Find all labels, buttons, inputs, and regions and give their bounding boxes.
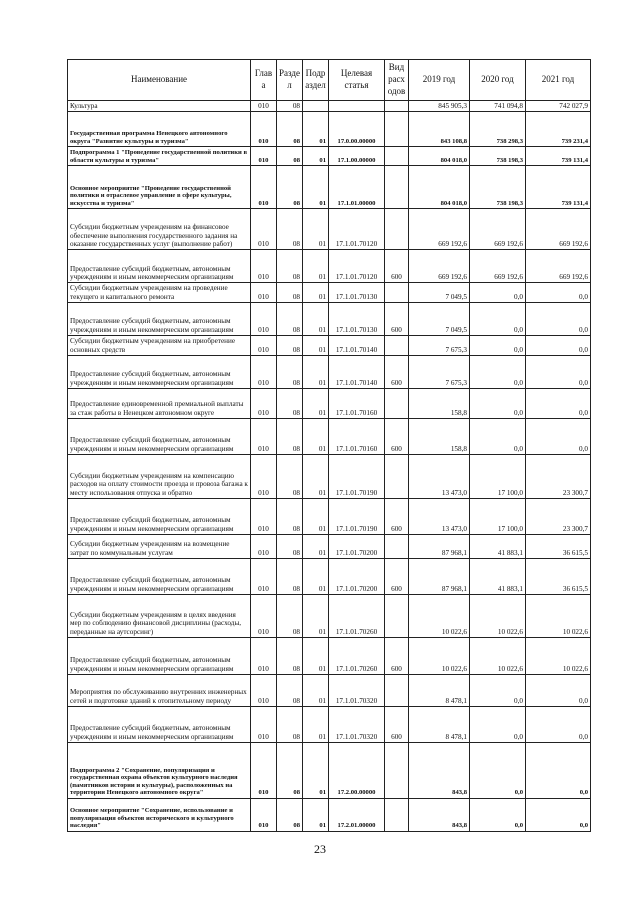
row-glava: 010 [251, 594, 277, 637]
row-glava: 010 [251, 112, 277, 147]
row-podrazdel: 01 [303, 166, 329, 209]
row-vid: 600 [385, 558, 409, 594]
row-razdel: 08 [277, 706, 303, 742]
row-glava: 010 [251, 534, 277, 558]
header-2020: 2020 год [470, 60, 526, 101]
row-2019: 669 192,6 [409, 250, 470, 283]
table-row [68, 534, 591, 558]
row-vid: 600 [385, 418, 409, 454]
row-2021: 0,0 [526, 283, 591, 303]
row-2020: 10 022,6 [470, 637, 526, 674]
row-name: Предоставление субсидий бюджетным, автономным учреждениям и иным некоммерческим организациям [68, 558, 251, 594]
header-razdel: Разде л [277, 60, 303, 101]
table-row [68, 112, 591, 147]
row-article: 17.1.01.70260 [329, 594, 385, 637]
page-number: 23 [314, 842, 326, 856]
row-glava: 010 [251, 147, 277, 166]
row-glava: 010 [251, 166, 277, 209]
row-2019: 8 478,1 [409, 674, 470, 706]
row-2020: 0,0 [470, 674, 526, 706]
row-glava: 010 [251, 355, 277, 388]
row-glava: 010 [251, 674, 277, 706]
row-article: 17.1.01.70190 [329, 454, 385, 498]
row-vid: 600 [385, 355, 409, 388]
row-vid [385, 335, 409, 355]
row-name: Государственная программа Ненецкого автономного округа "Развитие культуры и туризма" [68, 112, 251, 147]
row-podrazdel: 01 [303, 418, 329, 454]
row-2019: 845 905,3 [409, 101, 470, 112]
row-vid [385, 534, 409, 558]
row-podrazdel: 01 [303, 798, 329, 831]
row-razdel: 08 [277, 534, 303, 558]
row-article: 17.1.01.70190 [329, 498, 385, 534]
row-2020: 17 100,0 [470, 498, 526, 534]
row-name: Предоставление единовременной премиальной выплаты за стаж работы в Ненецком автономном округе [68, 388, 251, 418]
table-row [68, 147, 591, 166]
row-vid [385, 283, 409, 303]
row-name: Подпрограмма 1 "Проведение государственной политики в области культуры и туризма" [68, 147, 251, 166]
row-podrazdel: 01 [303, 302, 329, 335]
table-row [68, 335, 591, 355]
row-article: 17.1.01.70320 [329, 674, 385, 706]
row-article: 17.1.01.70320 [329, 706, 385, 742]
row-2021: 742 027,9 [526, 101, 591, 112]
row-name: Предоставление субсидий бюджетным, автономным учреждениям и иным некоммерческим организациям [68, 498, 251, 534]
row-razdel: 08 [277, 283, 303, 303]
row-2019: 843 108,8 [409, 112, 470, 147]
row-razdel: 08 [277, 498, 303, 534]
table-row [68, 498, 591, 534]
row-razdel: 08 [277, 302, 303, 335]
row-podrazdel: 01 [303, 147, 329, 166]
row-2020: 0,0 [470, 798, 526, 831]
row-2020: 0,0 [470, 742, 526, 798]
row-podrazdel: 01 [303, 594, 329, 637]
row-2020: 17 100,0 [470, 454, 526, 498]
row-glava: 010 [251, 418, 277, 454]
row-article: 17.1.01.70120 [329, 209, 385, 250]
row-vid [385, 454, 409, 498]
row-glava: 010 [251, 742, 277, 798]
row-podrazdel: 01 [303, 388, 329, 418]
header-vid: Вид расх одов [385, 60, 409, 101]
row-name: Мероприятия по обслуживанию внутренних инженерных сетей и подготовке зданий к отопительному периоду [68, 674, 251, 706]
row-2021: 0,0 [526, 335, 591, 355]
row-podrazdel: 01 [303, 112, 329, 147]
table-row [68, 674, 591, 706]
table-row [68, 742, 591, 798]
row-2020: 738 298,3 [470, 112, 526, 147]
row-article: 17.1.01.00000 [329, 166, 385, 209]
row-2020: 669 192,6 [470, 250, 526, 283]
row-article: 17.1.01.70140 [329, 355, 385, 388]
row-2019: 87 968,1 [409, 558, 470, 594]
row-razdel: 08 [277, 454, 303, 498]
row-article: 17.1.01.70130 [329, 283, 385, 303]
row-name: Предоставление субсидий бюджетным, автономным учреждениям и иным некоммерческим организациям [68, 302, 251, 335]
row-podrazdel [303, 101, 329, 112]
row-2019: 158,8 [409, 388, 470, 418]
row-podrazdel: 01 [303, 283, 329, 303]
row-name: Культура [68, 101, 251, 112]
row-podrazdel: 01 [303, 335, 329, 355]
row-article: 17.1.01.70200 [329, 534, 385, 558]
row-2019: 10 022,6 [409, 594, 470, 637]
table-row [68, 302, 591, 335]
row-2021: 669 192,6 [526, 209, 591, 250]
row-2020: 0,0 [470, 283, 526, 303]
row-article: 17.2.01.00000 [329, 798, 385, 831]
row-2021: 23 300,7 [526, 498, 591, 534]
row-2020: 741 094,8 [470, 101, 526, 112]
table-row [68, 209, 591, 250]
row-2020: 0,0 [470, 418, 526, 454]
row-glava: 010 [251, 798, 277, 831]
row-article: 17.1.01.70130 [329, 302, 385, 335]
row-2020: 0,0 [470, 388, 526, 418]
row-podrazdel: 01 [303, 637, 329, 674]
row-name: Предоставление субсидий бюджетным, автономным учреждениям и иным некоммерческим организациям [68, 355, 251, 388]
row-glava: 010 [251, 335, 277, 355]
row-2019: 7 049,5 [409, 302, 470, 335]
row-2019: 158,8 [409, 418, 470, 454]
row-name: Предоставление субсидий бюджетным, автономным учреждениям и иным некоммерческим организациям [68, 637, 251, 674]
row-2020: 669 192,6 [470, 209, 526, 250]
row-2021: 739 131,4 [526, 147, 591, 166]
row-name: Основное мероприятие "Проведение государственной политики и отраслевое управление в сфере культуры, искусства и туризма" [68, 166, 251, 209]
row-article: 17.1.01.70120 [329, 250, 385, 283]
row-razdel: 08 [277, 335, 303, 355]
row-vid: 600 [385, 706, 409, 742]
table-row [68, 250, 591, 283]
table-row [68, 283, 591, 303]
row-name: Субсидии бюджетным учреждениям на компенсацию расходов на оплату стоимости проезда и провоза багажа к месту использования отпуска и обратно [68, 454, 251, 498]
row-vid [385, 209, 409, 250]
row-glava: 010 [251, 209, 277, 250]
row-name: Субсидии бюджетным учреждениям в целях введения мер по соблюдению финансовой дисциплины (расходы, переданные на аутсорсинг) [68, 594, 251, 637]
row-podrazdel: 01 [303, 355, 329, 388]
table-row [68, 798, 591, 831]
table-row [68, 558, 591, 594]
row-podrazdel: 01 [303, 209, 329, 250]
table-row [68, 637, 591, 674]
row-2020: 10 022,6 [470, 594, 526, 637]
table-row [68, 594, 591, 637]
row-vid: 600 [385, 302, 409, 335]
row-2019: 804 018,0 [409, 147, 470, 166]
row-2021: 10 022,6 [526, 594, 591, 637]
row-2019: 669 192,6 [409, 209, 470, 250]
row-name: Подпрограмма 2 "Сохранение, популяризация и государственная охрана объектов культурного наследия (памятников истории и культуры), расположенных на территории Ненецкого автономного округа" [68, 742, 251, 798]
row-glava: 010 [251, 388, 277, 418]
table-row [68, 454, 591, 498]
row-razdel: 08 [277, 388, 303, 418]
row-glava: 010 [251, 637, 277, 674]
row-name: Субсидии бюджетным учреждениям на возмещение затрат по коммунальным услугам [68, 534, 251, 558]
table-row [68, 706, 591, 742]
row-name: Субсидии бюджетным учреждениям на финансовое обеспечение выполнения государственного задания на оказание государственных услуг (выполнение работ) [68, 209, 251, 250]
table-row [68, 418, 591, 454]
row-podrazdel: 01 [303, 558, 329, 594]
row-article: 17.1.01.70260 [329, 637, 385, 674]
row-name: Предоставление субсидий бюджетным, автономным учреждениям и иным некоммерческим организациям [68, 250, 251, 283]
row-2019: 10 022,6 [409, 637, 470, 674]
header-name: Наименование [68, 60, 251, 101]
row-glava: 010 [251, 498, 277, 534]
row-vid [385, 166, 409, 209]
row-2020: 0,0 [470, 706, 526, 742]
row-vid [385, 112, 409, 147]
row-2019: 7 049,5 [409, 283, 470, 303]
row-2019: 7 675,3 [409, 355, 470, 388]
row-2019: 13 473,0 [409, 454, 470, 498]
table-row [68, 166, 591, 209]
row-2021: 0,0 [526, 418, 591, 454]
row-podrazdel: 01 [303, 250, 329, 283]
row-podrazdel: 01 [303, 534, 329, 558]
table-row [68, 101, 591, 112]
row-glava: 010 [251, 283, 277, 303]
row-2021: 0,0 [526, 674, 591, 706]
row-2021: 23 300,7 [526, 454, 591, 498]
table-row [68, 388, 591, 418]
row-razdel: 08 [277, 674, 303, 706]
row-2021: 10 022,6 [526, 637, 591, 674]
row-podrazdel: 01 [303, 454, 329, 498]
row-article: 17.1.01.70200 [329, 558, 385, 594]
row-razdel: 08 [277, 594, 303, 637]
row-name: Субсидии бюджетным учреждениям на приобретение основных средств [68, 335, 251, 355]
row-razdel: 08 [277, 355, 303, 388]
row-article: 17.1.00.00000 [329, 147, 385, 166]
row-podrazdel: 01 [303, 706, 329, 742]
row-razdel: 08 [277, 101, 303, 112]
row-2019: 7 675,3 [409, 335, 470, 355]
row-name: Предоставление субсидий бюджетным, автономным учреждениям и иным некоммерческим организациям [68, 418, 251, 454]
row-2019: 87 968,1 [409, 534, 470, 558]
row-glava: 010 [251, 558, 277, 594]
row-name: Субсидии бюджетным учреждениям на проведение текущего и капитального ремонта [68, 283, 251, 303]
row-2020: 0,0 [470, 302, 526, 335]
row-article: 17.2.00.00000 [329, 742, 385, 798]
row-article: 17.1.01.70140 [329, 335, 385, 355]
row-2021: 669 192,6 [526, 250, 591, 283]
row-razdel: 08 [277, 112, 303, 147]
row-2021: 739 131,4 [526, 166, 591, 209]
row-vid [385, 147, 409, 166]
row-2019: 843,8 [409, 742, 470, 798]
row-glava: 010 [251, 706, 277, 742]
row-glava: 010 [251, 250, 277, 283]
row-vid [385, 388, 409, 418]
row-2020: 0,0 [470, 335, 526, 355]
row-podrazdel: 01 [303, 674, 329, 706]
row-podrazdel: 01 [303, 742, 329, 798]
row-2021: 739 231,4 [526, 112, 591, 147]
row-name: Предоставление субсидий бюджетным, автономным учреждениям и иным некоммерческим организациям [68, 706, 251, 742]
row-2021: 0,0 [526, 355, 591, 388]
row-2020: 738 198,3 [470, 166, 526, 209]
row-razdel: 08 [277, 558, 303, 594]
header-podrazdel: Подр аздел [303, 60, 329, 101]
row-2019: 843,8 [409, 798, 470, 831]
row-2021: 0,0 [526, 302, 591, 335]
row-2019: 804 018,0 [409, 166, 470, 209]
row-2019: 13 473,0 [409, 498, 470, 534]
row-glava: 010 [251, 454, 277, 498]
row-vid [385, 594, 409, 637]
row-vid [385, 742, 409, 798]
row-2021: 0,0 [526, 706, 591, 742]
row-vid: 600 [385, 637, 409, 674]
row-2020: 41 883,1 [470, 558, 526, 594]
header-article: Целевая статья [329, 60, 385, 101]
row-article: 17.1.01.70160 [329, 418, 385, 454]
row-article [329, 101, 385, 112]
row-glava: 010 [251, 101, 277, 112]
row-2021: 36 615,5 [526, 558, 591, 594]
row-2019: 8 478,1 [409, 706, 470, 742]
row-glava: 010 [251, 302, 277, 335]
header-2019: 2019 год [409, 60, 470, 101]
row-2021: 0,0 [526, 798, 591, 831]
table-row [68, 355, 591, 388]
row-razdel: 08 [277, 637, 303, 674]
header-glava: Глав а [251, 60, 277, 101]
row-vid [385, 101, 409, 112]
row-razdel: 08 [277, 798, 303, 831]
row-razdel: 08 [277, 418, 303, 454]
row-razdel: 08 [277, 250, 303, 283]
header-2021: 2021 год [526, 60, 591, 101]
row-2020: 0,0 [470, 355, 526, 388]
row-article: 17.0.00.00000 [329, 112, 385, 147]
row-article: 17.1.01.70160 [329, 388, 385, 418]
row-2021: 36 615,5 [526, 534, 591, 558]
budget-table [67, 59, 591, 832]
row-razdel: 08 [277, 742, 303, 798]
row-razdel: 08 [277, 147, 303, 166]
row-vid [385, 798, 409, 831]
header-row [68, 60, 591, 101]
row-vid: 600 [385, 250, 409, 283]
row-2021: 0,0 [526, 742, 591, 798]
row-podrazdel: 01 [303, 498, 329, 534]
row-razdel: 08 [277, 166, 303, 209]
row-name: Основное мероприятие "Сохранение, использование и популяризация объектов исторического и культурного наследия" [68, 798, 251, 831]
row-2021: 0,0 [526, 388, 591, 418]
row-2020: 41 883,1 [470, 534, 526, 558]
row-razdel: 08 [277, 209, 303, 250]
row-vid [385, 674, 409, 706]
row-2020: 738 198,3 [470, 147, 526, 166]
row-vid: 600 [385, 498, 409, 534]
